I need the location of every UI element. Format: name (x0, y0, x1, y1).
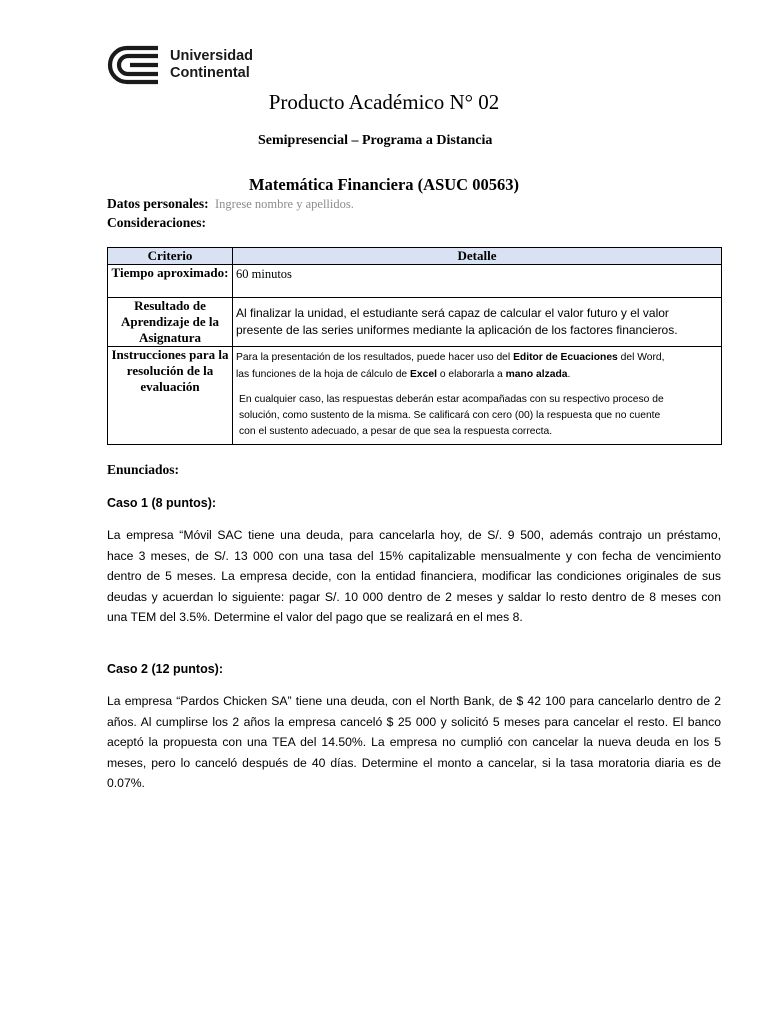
course-name: Matemática Financiera (249, 175, 414, 194)
name-input-placeholder[interactable]: Ingrese nombre y apellidos. (215, 197, 354, 211)
table-row (108, 347, 722, 445)
instructions-text: . (567, 369, 571, 380)
case-1-line: dentro de 5 meses. La empresa decide, con la entidad financiera, modificar las condiciones originales de sus (107, 569, 721, 584)
logo-line-1: Universidad (170, 48, 253, 64)
case-1-line: una TEM del 3.5%. Determine el valor del pago que se realizará en el mes 8. (107, 610, 523, 625)
continental-logo-icon (106, 44, 162, 86)
instructions-text: las funciones de la hoja de cálculo de (236, 369, 411, 380)
instructions-bold-handwritten: mano alzada (505, 369, 568, 380)
case-2-line: 0.07%. (107, 776, 145, 791)
case-1-line: hace 3 meses, de S/. 13 000 con una tasa del 15% capitalizable mensualmente y con fecha de vencimiento (107, 548, 721, 563)
instructions-bold-excel: Excel (410, 369, 437, 380)
column-header-detalle: Detalle (233, 248, 722, 265)
case-2-line: años. Al cumplirse los 2 años la empresa canceló $ 25 000 y solicitó 5 meses para cancelar el resto. El banco (107, 714, 721, 729)
personal-data-line (107, 196, 354, 212)
detail-line: Al finalizar la unidad, el estudiante será capaz de calcular el valor futuro y el valor (236, 306, 669, 320)
case-2-title: Caso 2 (12 puntos): (107, 662, 223, 676)
case-2-line: aceptó la propuesta con una TEA del 14.50%. La empresa no cumplió con cancelar la nueva deuda en los 5 (107, 735, 721, 750)
instructions-line: En cualquier caso, las respuestas deberán estar acompañadas con su respectivo proceso de (239, 394, 664, 405)
logo-text (170, 48, 253, 82)
course-code: (ASUC 00563) (417, 175, 519, 194)
case-1-paragraph (107, 525, 721, 628)
table-header-row (108, 248, 722, 265)
detail-learning-result (233, 298, 722, 347)
instructions-line: con el sustento adecuado, a pesar de que sea la respuesta correcta. (239, 426, 553, 437)
case-1-line: La empresa “Móvil SAC tiene una deuda, para cancelarla hoy, de S/. 9 500, además contrajo un préstamo, (107, 528, 721, 542)
document-title: Producto Académico N° 02 (268, 90, 500, 114)
instructions-bold-equation-editor: Editor de Ecuaciones (513, 352, 618, 363)
case-1-line: deudas y acuerdan lo siguiente: pagar S/. 10 000 dentro de 2 meses y saldar lo resto dentro de 8 meses con (107, 589, 721, 604)
case-1-title: Caso 1 (8 puntos): (107, 496, 217, 510)
case-2-paragraph (107, 691, 721, 794)
criterion-instructions: Instrucciones para la resolución de la evaluación (108, 347, 233, 445)
document-subtitle: Semipresencial – Programa a Distancia (258, 133, 493, 148)
logo-line-2: Continental (170, 65, 250, 81)
detail-instructions (233, 347, 722, 445)
detail-time: 60 minutos (233, 265, 722, 298)
instructions-paragraph-1 (236, 349, 718, 383)
criteria-table (107, 247, 722, 445)
table-row (108, 298, 722, 347)
criterion-learning-result: Resultado de Aprendizaje de la Asignatura (108, 298, 233, 347)
statements-heading: Enunciados: (107, 462, 180, 477)
instructions-text: o elaborarla a (436, 369, 506, 380)
personal-data-label: Datos personales: (107, 196, 209, 211)
instructions-text: Para la presentación de los resultados, puede hacer uso del (236, 352, 514, 363)
course-heading (0, 175, 768, 195)
case-2-line: La empresa “Pardos Chicken SA” tiene una deuda, con el North Bank, de $ 42 100 para cancelarlo dentro de 2 (107, 694, 721, 708)
instructions-text: del Word, (617, 352, 665, 363)
detail-line: presente de las series uniformes mediante la aplicación de los factores financieros. (236, 323, 678, 337)
table-row (108, 265, 722, 298)
column-header-criterio: Criterio (108, 248, 233, 265)
instructions-line: solución, como sustento de la misma. Se calificará con cero (00) la respuesta que no cuente (239, 410, 661, 421)
university-logo (106, 44, 253, 86)
instructions-paragraph-2 (236, 392, 718, 440)
criterion-time: Tiempo aproximado: (108, 265, 233, 298)
considerations-label: Consideraciones: (107, 215, 206, 230)
case-2-line: meses, pero lo canceló después de 40 días. Determine el monto a cancelar, si la tasa moratoria diaria es de (107, 755, 721, 770)
